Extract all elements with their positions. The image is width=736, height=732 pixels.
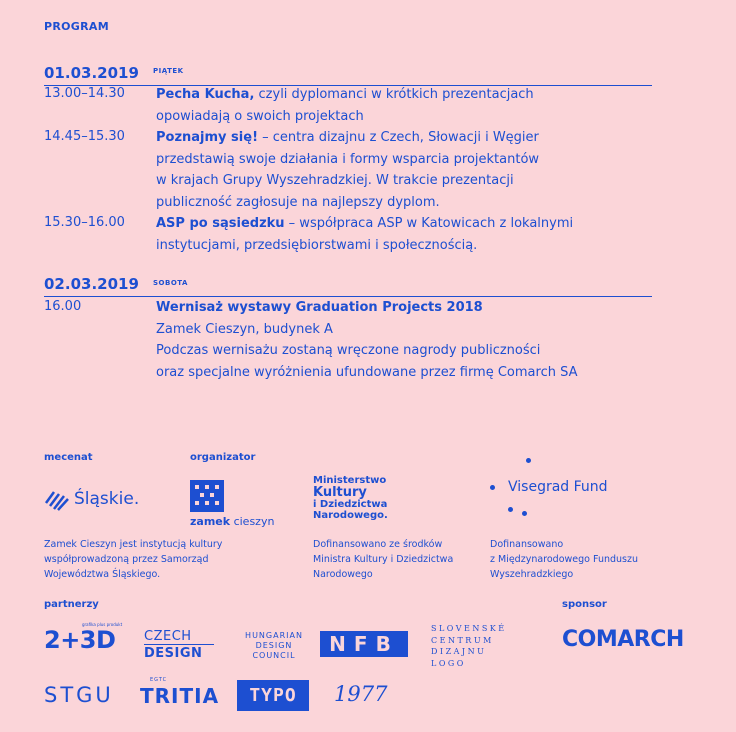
slaskie-logo: Śląskie. (74, 489, 140, 509)
typo-logo: TYPO (237, 680, 309, 711)
nfb-logo: NFB (320, 631, 408, 657)
day2-item1-desc (156, 297, 636, 383)
p23d-small-text: grafika plus produkt (82, 622, 123, 627)
organizator-label: organizator (190, 452, 256, 463)
day1-item3-title: ASP po sąsiedzku (156, 216, 285, 231)
day1-date: 01.03.2019 (44, 64, 139, 82)
ministry-logo-line: i Dziedzictwa (313, 499, 388, 510)
note-line: Ministra Kultury i Dziedzictwa (313, 554, 454, 565)
day1-weekday: PIĄTEK (153, 67, 184, 75)
note-line: z Międzynarodowego Funduszu (490, 554, 638, 565)
stgu-logo: STGU (44, 683, 114, 707)
visegrad-dot-icon (522, 511, 527, 516)
note-line: Województwa Śląskiego. (44, 569, 161, 580)
day1-item2-time: 14.45–15.30 (44, 129, 125, 144)
p23d-logo: 2+3D (44, 626, 116, 654)
day1-item3-desc (156, 213, 636, 256)
day2-item1-line: Podczas wernisażu zostaną wręczone nagrody publiczności (156, 343, 541, 358)
czech-design-line: DESIGN (144, 646, 203, 661)
note-line: Narodowego (313, 569, 373, 580)
note-line: Dofinansowano (490, 539, 564, 550)
day1-item1-line: opowiadają o swoich projektach (156, 108, 364, 124)
day2-weekday: SOBOTA (153, 279, 188, 287)
tritia-logo: TRITIA (140, 684, 220, 708)
ministry-logo (313, 475, 388, 521)
scd-line: DIZAJNU (431, 647, 487, 656)
ministry-logo-line: Narodowego. (313, 510, 388, 521)
visegrad-dot-icon (508, 507, 513, 512)
day2-item1-line: Zamek Cieszyn, budynek A (156, 321, 333, 337)
hdc-logo (240, 631, 308, 661)
zamek-logo (190, 515, 274, 528)
note-visegrad (490, 537, 638, 582)
zamek-logo-light: cieszyn (230, 515, 275, 528)
day1-item1-desc (156, 84, 636, 127)
day1-item2-line: publiczność zagłosuje na najlepszy dyplom. (156, 194, 440, 210)
hdc-line: HUNGARIAN (245, 631, 303, 640)
czech-design-line: CZECH (144, 629, 192, 644)
year-1977-logo: 1977 (334, 682, 388, 706)
visegrad-logo: Visegrad Fund (508, 479, 608, 495)
partners-label: partnerzy (44, 599, 99, 610)
day1-item2-line: przedstawią swoje działania i formy wsparcia projektantów (156, 151, 540, 167)
note-zamek (44, 537, 222, 582)
day1-item2-rest: – centra dizajnu z Czech, Słowacji i Węgier (258, 130, 539, 145)
tritia-small-text: EGTC (150, 677, 168, 683)
day2-date: 02.03.2019 (44, 275, 139, 293)
day1-item3-rest: – współpraca ASP w Katowicach z lokalnymi (284, 216, 574, 231)
day1-item3-time: 15.30–16.00 (44, 215, 125, 230)
day1-item2-desc (156, 127, 636, 213)
day1-item1-title: Pecha Kucha, (156, 87, 255, 102)
ministry-logo-line: Kultury (313, 485, 367, 500)
mecenat-label: mecenat (44, 452, 93, 463)
note-line: Dofinansowano ze środków (313, 539, 443, 550)
czech-design-rule (144, 644, 214, 645)
day1-item2-line: w krajach Grupy Wyszehradzkiej. W trakcie prezentacji (156, 173, 514, 188)
hdc-line: COUNCIL (252, 651, 296, 660)
visegrad-dot-icon (490, 485, 495, 490)
note-ministry (313, 537, 453, 582)
scd-line: CENTRUM (431, 635, 494, 645)
day1-item2-title: Poznajmy się! (156, 130, 258, 145)
czech-design-logo (144, 628, 202, 662)
hdc-line: DESIGN (255, 641, 293, 650)
zamek-logo-bold: zamek (190, 515, 231, 528)
sponsor-label: sponsor (562, 599, 607, 610)
day1-item1-rest: czyli dyplomanci w krótkich prezentacjach (254, 87, 534, 102)
day2-item1-title: Wernisaż wystawy Graduation Projects 2018 (156, 300, 483, 315)
scd-line: LOGO (431, 658, 466, 668)
note-line: Zamek Cieszyn jest instytucją kultury (44, 539, 223, 550)
note-line: Wyszehradzkiego (490, 569, 574, 580)
ministry-logo-line: Ministerstwo (313, 475, 387, 486)
day2-item1-line: oraz specjalne wyróżnienia ufundowane przez firmę Comarch SA (156, 364, 578, 380)
zamek-castle-icon (190, 480, 224, 512)
day2-item1-time: 16.00 (44, 299, 82, 314)
scd-line: SLOVENSKÉ (431, 624, 507, 633)
day1-item1-time: 13.00–14.30 (44, 86, 125, 101)
note-line: współprowadzoną przez Samorząd (44, 554, 209, 565)
comarch-logo: COMARCH (562, 627, 684, 652)
visegrad-dot-icon (526, 458, 531, 463)
slaskie-wing-icon (44, 489, 70, 511)
scd-logo (431, 623, 507, 669)
day1-item3-line: instytucjami, przedsiębiorstwami i społecznością. (156, 237, 478, 253)
program-heading: PROGRAM (44, 20, 109, 33)
